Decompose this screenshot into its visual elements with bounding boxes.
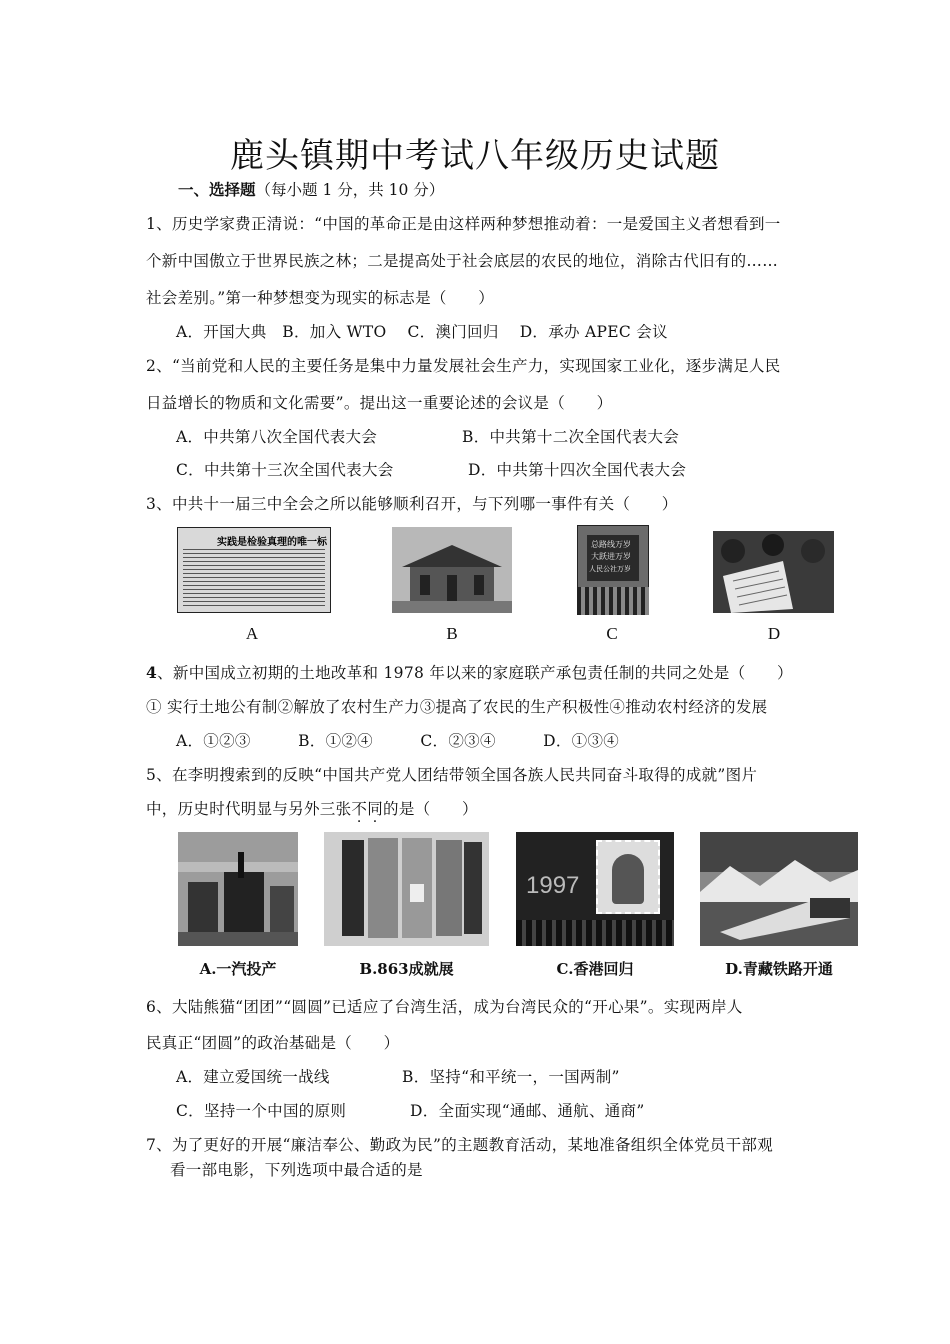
- q2-line-2: 日益增长的物质和文化需要”。提出这一重要论述的会议是（ ）: [146, 394, 613, 412]
- q5-emphasis-char-2: 同: [367, 800, 384, 818]
- q5-image-c-hongkong: [516, 832, 674, 946]
- section-title: 一、选择题: [178, 180, 256, 199]
- q5-line-2: [146, 797, 478, 819]
- q5-image-b-computer: [324, 832, 489, 946]
- q7-line-1: 7、为了更好的开展“廉洁奉公、勤政为民”的主题教育活动，某地准备组织全体党员干部观: [146, 1136, 774, 1154]
- reading-crowd-illustration: [713, 531, 834, 613]
- q3-label-d: D: [767, 624, 781, 643]
- section-note: （每小题 1 分，共 10 分）: [255, 181, 445, 199]
- supercomputer-illustration: [324, 832, 489, 946]
- q5-emphasis-char-1: 不: [351, 800, 368, 818]
- q4-number: 4: [146, 663, 158, 682]
- q5-caption-d: D.青藏铁路开通: [725, 960, 833, 978]
- q5-line-2-pre: 中，历史时代明显与另外三张: [146, 800, 352, 818]
- q2-line-1: 2、“当前党和人民的主要任务是集中力量发展社会生产力，实现国家工业化，逐步满足人民: [146, 357, 781, 375]
- q3-label-c: C: [606, 624, 618, 643]
- q4-text: 、新中国成立初期的土地改革和 1978 年以来的家庭联产承包责任制的共同之处是（ ）: [157, 664, 793, 682]
- q1-line-3: 社会差别。”第一种梦想变为现实的标志是（ ）: [146, 289, 495, 307]
- q3-image-c-poster: [577, 525, 649, 615]
- poster-line-2: 大跃进万岁: [591, 552, 631, 561]
- q3-image-d-reading: [713, 531, 834, 613]
- year-text: 1997: [526, 872, 580, 899]
- q1-line-2: 个新中国傲立于世界民族之林；二是提高处于社会底层的农民的地位，消除古代旧有的……: [146, 252, 779, 270]
- q3-image-a-newspaper: [177, 527, 331, 613]
- q5-caption-a: A.一汽投产: [199, 960, 277, 978]
- q6-option-c: C．坚持一个中国的原则: [176, 1102, 347, 1120]
- newspaper-text-block: [183, 549, 325, 607]
- q6-option-d: D．全面实现“通邮、通航、通商”: [410, 1102, 645, 1120]
- page-title: 鹿头镇期中考试八年级历史试题: [230, 136, 720, 176]
- city-skyline: [516, 920, 674, 946]
- q3-image-b-building: [392, 527, 512, 613]
- q6-line-2: 民真正“团圆”的政治基础是（ ）: [146, 1034, 400, 1052]
- q4-statements: ① 实行土地公有制②解放了农村生产力③提高了农民的生产积极性④推动农村经济的发展: [146, 698, 768, 716]
- q3-label-a: A: [245, 624, 259, 643]
- q2-option-c: C．中共第十三次全国代表大会: [176, 461, 394, 479]
- poster-board: [587, 535, 639, 581]
- q3-line: 3、中共十一届三中全会之所以能够顺利召开，与下列哪一事件有关（ ）: [146, 495, 678, 513]
- q2-option-b: B．中共第十二次全国代表大会: [462, 428, 680, 446]
- q5-image-a-factory: [178, 832, 298, 946]
- q1-line-1: 1、历史学家费正清说：“中国的革命正是由这样两种梦想推动着：一是爱国主义者想看到一: [146, 215, 781, 233]
- poster-line-1: 总路线万岁: [591, 540, 631, 549]
- q6-option-b: B．坚持“和平统一，一国两制”: [402, 1068, 620, 1086]
- q1-options: A．开国大典 B．加入 WTO C．澳门回归 D．承办 APEC 会议: [176, 323, 668, 341]
- q5-image-d-railway: [700, 832, 858, 946]
- stamp: [596, 840, 660, 914]
- railway-illustration: [700, 832, 858, 946]
- q6-line-1: 6、大陆熊猫“团团”“圆圆”已适应了台湾生活，成为台湾民众的“开心果”。实现两岸人: [146, 998, 743, 1016]
- q2-option-a: A．中共第八次全国代表大会: [176, 428, 378, 446]
- q5-caption-b: B.863成就展: [359, 960, 454, 978]
- stamp-portrait: [612, 854, 644, 904]
- newspaper-headline: 实践是检验真理的唯一标: [217, 537, 327, 548]
- poster-line-3: 人民公社万岁: [589, 565, 631, 573]
- q4-options: A．①②③ B．①②④ C．②③④ D．①③④: [176, 732, 620, 750]
- q3-label-b: B: [446, 624, 458, 643]
- q4-line: [146, 661, 793, 683]
- section-heading: [178, 178, 444, 200]
- q5-caption-c: C.香港回归: [556, 960, 634, 978]
- q7-line-2: 看一部电影，下列选项中最合适的是: [170, 1161, 423, 1179]
- q5-line-1: 5、在李明搜索到的反映“中国共产党人团结带领全国各族人民共同奋斗取得的成就”图片: [146, 766, 758, 784]
- poster-crowd: [577, 587, 649, 615]
- building-illustration: [392, 527, 512, 613]
- q2-option-d: D．中共第十四次全国代表大会: [468, 461, 687, 479]
- q5-line-2-post: 的是（ ）: [383, 800, 478, 818]
- factory-illustration: [178, 832, 298, 946]
- q6-option-a: A．建立爱国统一战线: [176, 1068, 330, 1086]
